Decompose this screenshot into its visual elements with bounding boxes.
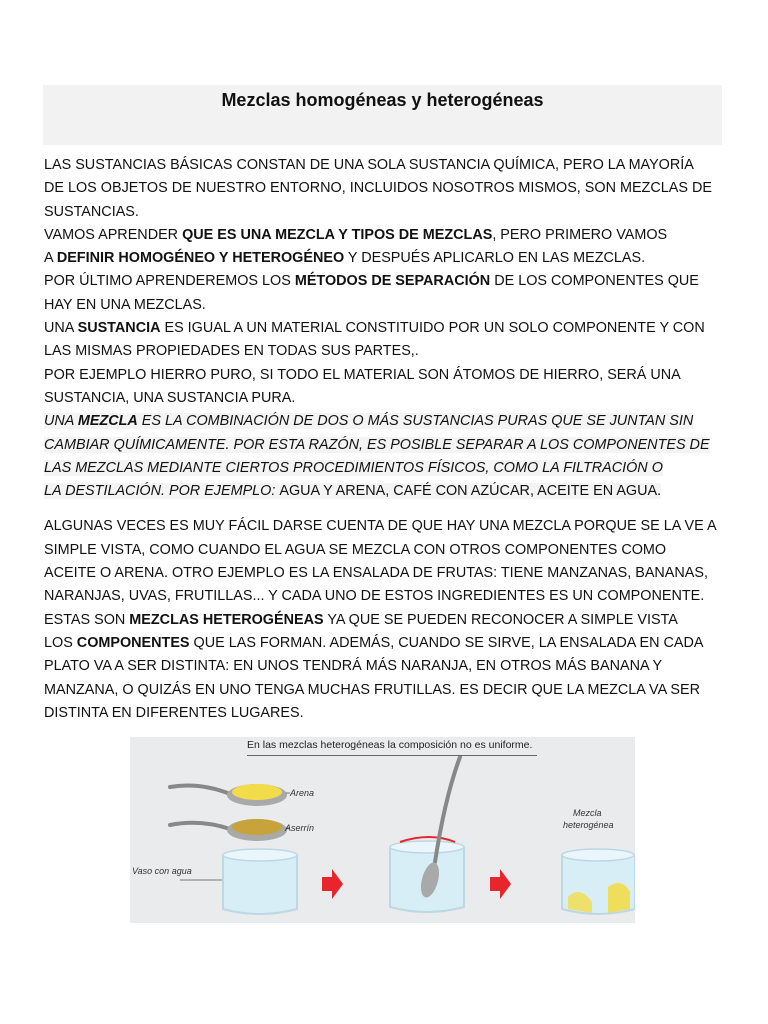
bold-text: DEFINIR HOMOGÉNEO Y HETEROGÉNEO: [56, 250, 345, 267]
text-segment: UNA: [44, 320, 78, 337]
label-arena: Arena: [290, 788, 315, 798]
text-segment: LOS: [44, 634, 77, 651]
text-line: [44, 457, 724, 480]
text-segment: LAS MEZCLAS MEDIANTE CIERTOS PROCEDIMIENTOS FÍSICOS, COMO LA FILTRACIÓN O: [44, 459, 663, 476]
text-line: [44, 270, 724, 293]
text-line: [44, 177, 724, 200]
text-line: [44, 294, 724, 317]
text-segment: ESTAS SON: [44, 611, 130, 628]
text-line: [44, 410, 724, 433]
text-segment: POR ÚLTIMO APRENDEREMOS LOS: [44, 273, 295, 290]
text-segment: Y DESPUÉS APLICARLO EN LAS MEZCLAS.: [344, 250, 646, 267]
text-segment: DE LOS COMPONENTES QUE: [490, 273, 699, 290]
text-segment: SIMPLE VISTA, COMO CUANDO EL AGUA SE MEZCLA CON OTROS COMPONENTES COMO: [44, 541, 667, 558]
text-segment: , PERO PRIMERO VAMOS: [492, 226, 668, 243]
text-line: [44, 562, 724, 585]
text-line: [44, 585, 724, 608]
text-line: [44, 247, 724, 270]
text-segment: YA QUE SE PUEDEN RECONOCER A SIMPLE VISTA: [323, 611, 678, 628]
spoon-arena-icon: [170, 784, 287, 806]
text-line: [44, 539, 724, 562]
glass-stirring-icon: [390, 757, 464, 912]
bold-text: MEZCLAS HETEROGÉNEAS: [129, 611, 324, 628]
text-segment: VAMOS APRENDER: [44, 226, 183, 243]
figure-caption: En las mezclas heterogéneas la composición no es uniforme.: [247, 739, 533, 751]
text-segment: ES IGUAL A UN MATERIAL CONSTITUIDO POR UN SOLO COMPONENTE Y CON: [160, 320, 705, 337]
text-line: [44, 702, 724, 725]
label-heterogenea: heterogénea: [563, 820, 614, 830]
text-line: [44, 609, 724, 632]
text-segment: AGUA Y ARENA, CAFÉ CON AZÚCAR, ACEITE EN AGUA.: [279, 483, 662, 500]
label-aserrin: Aserrín: [285, 823, 315, 833]
text-segment: UNA: [44, 413, 78, 430]
text-segment: MANZANA, O QUIZÁS EN UNO TENGA MUCHAS FRUTILLAS. ES DECIR QUE LA MEZCLA VA SER: [44, 681, 700, 698]
text-line: [44, 317, 724, 340]
text-line: [44, 154, 724, 177]
text-segment: SUSTANCIAS.: [44, 203, 139, 220]
text-line: [44, 224, 724, 247]
text-segment: POR EJEMPLO HIERRO PURO, SI TODO EL MATERIAL SON ÁTOMOS DE HIERRO, SERÁ UNA: [44, 366, 681, 383]
text-segment: LAS MISMAS PROPIEDADES EN TODAS SUS PARTES,.: [44, 343, 419, 360]
paragraph-2: [44, 515, 724, 725]
bold-text: QUE ES UNA MEZCLA Y TIPOS DE MEZCLAS: [182, 226, 493, 243]
text-line: [44, 434, 724, 457]
text-segment: HAY EN UNA MEZCLAS.: [44, 296, 206, 313]
title-banner: [43, 85, 722, 145]
label-mezcla: Mezcla: [573, 808, 602, 818]
body-text: [44, 154, 724, 725]
glass-result-icon: [562, 849, 635, 914]
text-segment: LA DESTILACIÓN. POR EJEMPLO:: [44, 483, 280, 500]
heterogeneous-mixture-figure: [130, 737, 635, 923]
text-segment: QUE LAS FORMAN. ADEMÁS, CUANDO SE SIRVE, LA ENSALADA EN CADA: [189, 634, 704, 651]
text-segment: PLATO VA A SER DISTINTA: EN UNOS TENDRÁ MÁS NARANJA, EN OTROS MÁS BANANA Y: [44, 658, 663, 675]
label-vaso-con-agua: Vaso con agua: [132, 866, 192, 876]
text-line: [44, 480, 724, 503]
bold-text: SUSTANCIA: [77, 320, 161, 337]
text-segment: LAS SUSTANCIAS BÁSICAS CONSTAN DE UNA SOLA SUSTANCIA QUÍMICA, PERO LA MAYORÍA: [44, 157, 694, 173]
bold-text: MÉTODOS DE SEPARACIÓN: [294, 273, 491, 290]
page-title: Mezclas homogéneas y heterogéneas: [221, 90, 544, 110]
text-segment: DE LOS OBJETOS DE NUESTRO ENTORNO, INCLUIDOS NOSOTROS MISMOS, SON MEZCLAS DE: [44, 180, 712, 197]
text-segment: NARANJAS, UVAS, FRUTILLAS... Y CADA UNO DE ESTOS INGREDIENTES ES UN COMPONENTE.: [44, 588, 705, 605]
text-segment: SUSTANCIA, UNA SUSTANCIA PURA.: [44, 389, 296, 406]
text-line: [44, 387, 724, 410]
bold-text: MEZCLA: [77, 413, 138, 430]
text-line: [44, 340, 724, 363]
text-segment: ES LA COMBINACIÓN DE DOS O MÁS SUSTANCIAS PURAS QUE SE JUNTAN SIN: [137, 413, 694, 430]
glass-water-icon: [223, 849, 297, 914]
text-line: [44, 515, 724, 538]
text-segment: ALGUNAS VECES ES MUY FÁCIL DARSE CUENTA DE QUE HAY UNA MEZCLA PORQUE SE LA VE A: [44, 518, 717, 535]
text-line: [44, 679, 724, 702]
text-line: [44, 201, 724, 224]
paragraph-1: [44, 154, 724, 503]
arrow-right-icon: [322, 869, 343, 899]
text-line: [44, 632, 724, 655]
caption-underline: [247, 755, 537, 756]
text-line: [44, 364, 724, 387]
text-segment: CAMBIAR QUÍMICAMENTE. POR ESTA RAZÓN, ES POSIBLE SEPARAR A LOS COMPONENTES DE: [44, 436, 710, 453]
spoon-aserrin-icon: [170, 819, 287, 841]
arrow-right-icon: [490, 869, 511, 899]
text-segment: ACEITE O ARENA. OTRO EJEMPLO ES LA ENSALADA DE FRUTAS: TIENE MANZANAS, BANANAS,: [44, 565, 708, 582]
figure-illustration: [130, 737, 635, 923]
text-segment: A: [44, 250, 57, 267]
text-line: [44, 655, 724, 678]
bold-text: COMPONENTES: [76, 634, 190, 651]
text-segment: DISTINTA EN DIFERENTES LUGARES.: [44, 704, 304, 721]
